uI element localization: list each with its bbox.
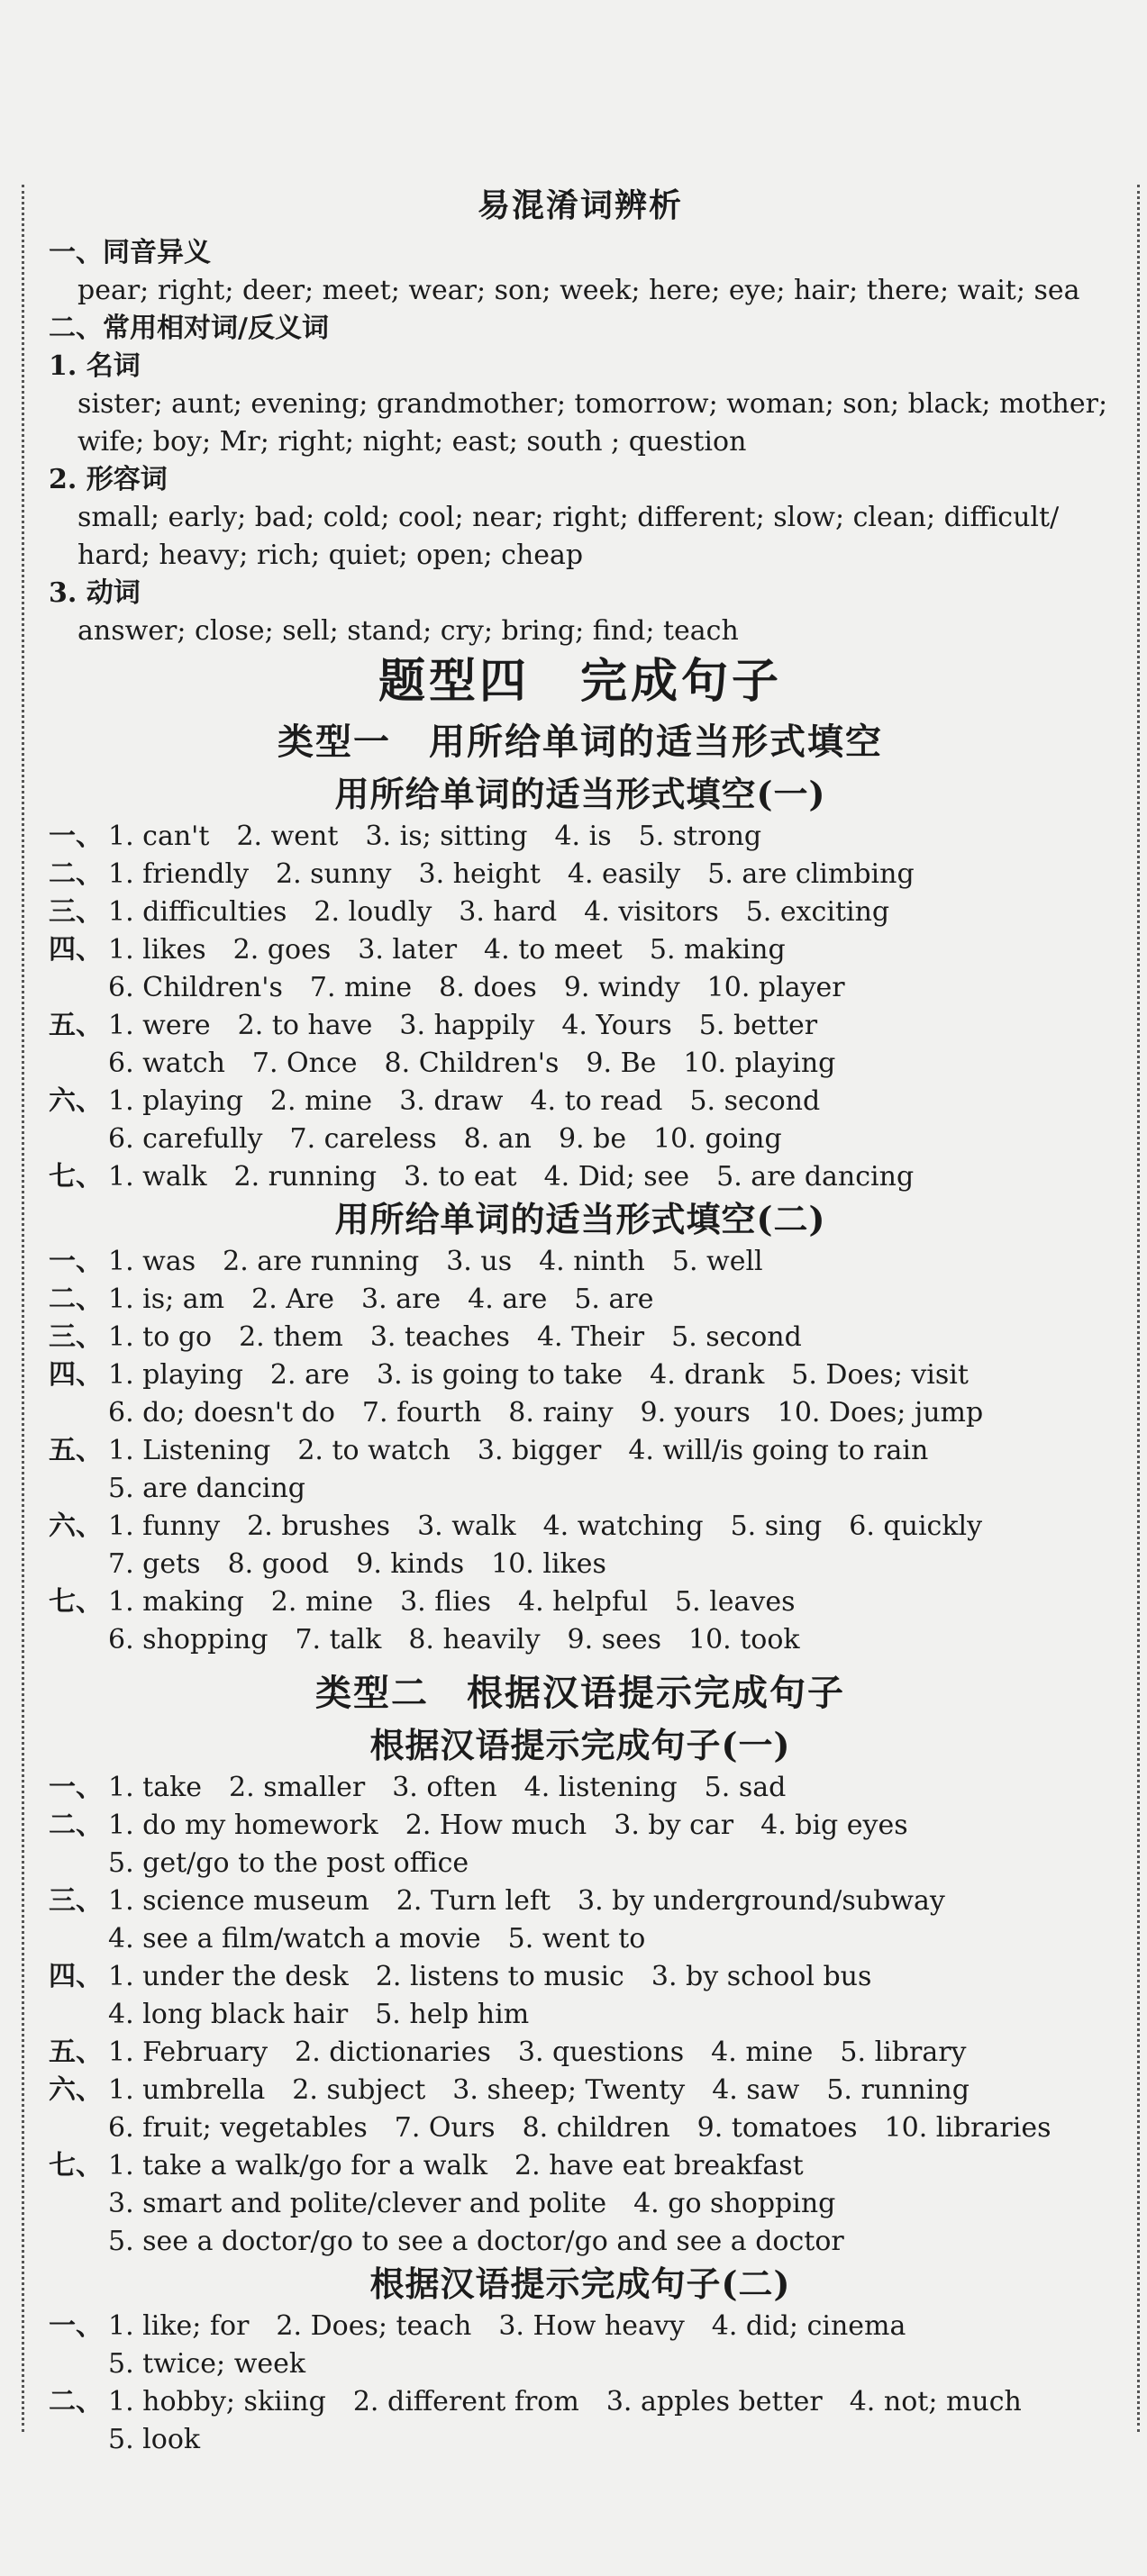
answer-row <box>49 969 1112 1007</box>
answer-text: 1. making 2. mine 3. flies 4. helpful 5. leaves <box>108 1586 796 1618</box>
question-group-label: 七、 <box>49 1161 103 1193</box>
answer-row <box>49 1845 1112 1882</box>
answer-text: 1. like; for 2. Does; teach 3. How heavy 4. did; cinema <box>108 2310 906 2342</box>
question-group-label: 六、 <box>49 2074 103 2106</box>
answer-row <box>49 1621 1112 1659</box>
question-group-label: 二、 <box>49 2386 103 2417</box>
antonyms-heading: 二、常用相对词/反义词 <box>49 313 329 344</box>
answer-row <box>49 1281 1112 1319</box>
answer-text: 1. under the desk 2. listens to music 3. by school bus <box>108 1961 872 1992</box>
answer-row <box>49 1394 1112 1432</box>
answer-text: 1. difficulties 2. loudly 3. hard 4. visitors 5. exciting <box>108 896 890 928</box>
question-group-label: 一、 <box>49 2310 103 2342</box>
answer-text: 1. friendly 2. sunny 3. height 4. easily 5. are climbing <box>108 858 915 890</box>
question-group-label: 四、 <box>49 1961 103 1992</box>
answer-text: 1. take a walk/go for a walk 2. have eat breakfast <box>108 2150 804 2181</box>
nouns-line: wife; boy; Mr; right; night; east; south ; question <box>77 426 747 458</box>
answer-text: 7. gets 8. good 9. kinds 10. likes <box>108 1548 606 1580</box>
question-group-label: 六、 <box>49 1085 103 1117</box>
type2-heading: 类型二 根据汉语提示完成句子 <box>315 1672 845 1714</box>
right-dotted-margin-line <box>1137 185 1140 2432</box>
answer-text: 5. get/go to the post office <box>108 1847 469 1879</box>
answer-row <box>49 856 1112 893</box>
nouns-label: 1. 名词 <box>49 350 141 382</box>
answer-row <box>49 1882 1112 1920</box>
answer-text: 1. take 2. smaller 3. often 4. listening 5. sad <box>108 1772 787 1803</box>
question-group-label: 二、 <box>49 1810 103 1841</box>
page-content <box>49 177 1112 2459</box>
question-group-label: 三、 <box>49 896 103 928</box>
answer-text: 1. was 2. are running 3. us 4. ninth 5. well <box>108 1246 763 1277</box>
answer-row <box>49 2147 1112 2185</box>
question-group-label: 六、 <box>49 1510 103 1542</box>
answer-text: 5. are dancing <box>108 1473 306 1504</box>
answer-text: 1. were 2. to have 3. happily 4. Yours 5. better <box>108 1010 818 1041</box>
answer-text: 3. smart and polite/clever and polite 4. go shopping <box>108 2188 836 2219</box>
answer-text: 1. playing 2. are 3. is going to take 4. drank 5. Does; visit <box>108 1359 969 1391</box>
answer-text: 1. Listening 2. to watch 3. bigger 4. will/is going to rain <box>108 1435 929 1466</box>
answer-text: 6. watch 7. Once 8. Children's 9. Be 10. playing <box>108 1048 836 1079</box>
answer-row <box>49 1508 1112 1546</box>
question-group-label: 七、 <box>49 2150 103 2181</box>
answer-row <box>49 2109 1112 2147</box>
question-group-label: 一、 <box>49 1772 103 1803</box>
answer-text: 1. science museum 2. Turn left 3. by underground/subway <box>108 1885 945 1917</box>
adjectives-label: 2. 形容词 <box>49 464 168 495</box>
question-group-label: 二、 <box>49 1283 103 1315</box>
answer-text: 1. February 2. dictionaries 3. questions 4. mine 5. library <box>108 2036 967 2068</box>
answer-row <box>49 1432 1112 1470</box>
answer-text: 6. carefully 7. careless 8. an 9. be 10. going <box>108 1123 782 1155</box>
answer-text: 4. long black hair 5. help him <box>108 1999 530 2030</box>
question-group-label: 三、 <box>49 1321 103 1353</box>
adjectives-line: hard; heavy; rich; quiet; open; cheap <box>77 540 584 571</box>
answer-row <box>49 1807 1112 1845</box>
answer-row <box>49 2383 1112 2421</box>
verbs-line: answer; close; sell; stand; cry; bring; find; teach <box>77 615 739 647</box>
homophones-words: pear; right; deer; meet; wear; son; week; here; eye; hair; there; wait; sea <box>77 275 1080 306</box>
answer-text: 4. see a film/watch a movie 5. went to <box>108 1923 646 1955</box>
answer-row <box>49 1769 1112 1807</box>
question-group-label: 四、 <box>49 1359 103 1391</box>
adjectives-line: small; early; bad; cold; cool; near; right; different; slow; clean; difficult/ <box>77 502 1060 533</box>
answer-row <box>49 2345 1112 2383</box>
type1-part2-rows <box>49 1243 1112 1659</box>
verbs-label: 3. 动词 <box>49 577 141 609</box>
answer-text: 1. hobby; skiing 2. different from 3. apples better 4. not; much <box>108 2386 1022 2417</box>
question-group-label: 五、 <box>49 1435 103 1466</box>
type1-part1-rows <box>49 818 1112 1196</box>
type1-part1-heading: 用所给单词的适当形式填空(一) <box>334 774 826 814</box>
question-group-label: 二、 <box>49 858 103 890</box>
question-group-label: 一、 <box>49 1246 103 1277</box>
answer-row <box>49 1920 1112 1958</box>
answer-row <box>49 1120 1112 1158</box>
answer-row <box>49 2185 1112 2223</box>
type2-part2-heading: 根据汉语提示完成句子(二) <box>369 2263 791 2304</box>
answer-text: 1. walk 2. running 3. to eat 4. Did; see 5. are dancing <box>108 1161 915 1193</box>
type2-part2-rows <box>49 2308 1112 2459</box>
question-group-label: 四、 <box>49 934 103 966</box>
answer-row <box>49 1007 1112 1045</box>
answer-row <box>49 893 1112 931</box>
answer-text: 5. twice; week <box>108 2348 306 2380</box>
answer-row <box>49 1158 1112 1196</box>
answer-text: 1. playing 2. mine 3. draw 4. to read 5. second <box>108 1085 821 1117</box>
nouns-line: sister; aunt; evening; grandmother; tomorrow; woman; son; black; mother; <box>77 388 1108 420</box>
answer-text: 1. to go 2. them 3. teaches 4. Their 5. second <box>108 1321 802 1353</box>
answer-row <box>49 1583 1112 1621</box>
answer-row <box>49 1958 1112 1996</box>
answer-row <box>49 2072 1112 2109</box>
question-group-label: 一、 <box>49 821 103 852</box>
page-title: 易混淆词辨析 <box>477 186 683 224</box>
question-group-label: 三、 <box>49 1885 103 1917</box>
answer-text: 6. do; doesn't do 7. fourth 8. rainy 9. yours 10. Does; jump <box>108 1397 984 1429</box>
question-group-label: 七、 <box>49 1586 103 1618</box>
answer-row <box>49 1470 1112 1508</box>
answer-text: 6. shopping 7. talk 8. heavily 9. sees 10. took <box>108 1624 800 1655</box>
question-group-label: 五、 <box>49 1010 103 1041</box>
type1-heading: 类型一 用所给单词的适当形式填空 <box>278 721 883 763</box>
answer-row <box>49 931 1112 969</box>
answer-text: 1. funny 2. brushes 3. walk 4. watching 5. sing 6. quickly <box>108 1510 983 1542</box>
answer-row <box>49 818 1112 856</box>
answer-text: 1. do my homework 2. How much 3. by car 4. big eyes <box>108 1810 908 1841</box>
answer-text: 1. can't 2. went 3. is; sitting 4. is 5. strong <box>108 821 762 852</box>
answer-text: 6. fruit; vegetables 7. Ours 8. children 9. tomatoes 10. libraries <box>108 2112 1051 2144</box>
answer-text: 1. is; am 2. Are 3. are 4. are 5. are <box>108 1283 654 1315</box>
answer-text: 5. see a doctor/go to see a doctor/go and see a doctor <box>108 2226 844 2257</box>
answer-text: 1. likes 2. goes 3. later 4. to meet 5. making <box>108 934 786 966</box>
left-dotted-margin-line <box>22 185 24 2432</box>
type2-part1-rows <box>49 1769 1112 2261</box>
answer-row <box>49 2421 1112 2459</box>
answer-row <box>49 1356 1112 1394</box>
answer-row <box>49 2308 1112 2345</box>
answer-row <box>49 1996 1112 2034</box>
answer-row <box>49 1083 1112 1120</box>
answer-text: 6. Children's 7. mine 8. does 9. windy 10. player <box>108 972 845 1003</box>
type4-heading: 题型四 完成句子 <box>378 654 782 709</box>
homophones-heading: 一、同音异义 <box>49 237 211 268</box>
answer-row <box>49 1243 1112 1281</box>
type2-part1-heading: 根据汉语提示完成句子(一) <box>369 1725 791 1765</box>
question-group-label: 五、 <box>49 2036 103 2068</box>
answer-text: 1. umbrella 2. subject 3. sheep; Twenty 4. saw 5. running <box>108 2074 969 2106</box>
answer-row <box>49 2223 1112 2261</box>
answer-row <box>49 2034 1112 2072</box>
type1-part2-heading: 用所给单词的适当形式填空(二) <box>334 1199 826 1239</box>
answer-text: 5. look <box>108 2424 201 2455</box>
answer-row <box>49 1319 1112 1356</box>
answer-row <box>49 1546 1112 1583</box>
answer-row <box>49 1045 1112 1083</box>
